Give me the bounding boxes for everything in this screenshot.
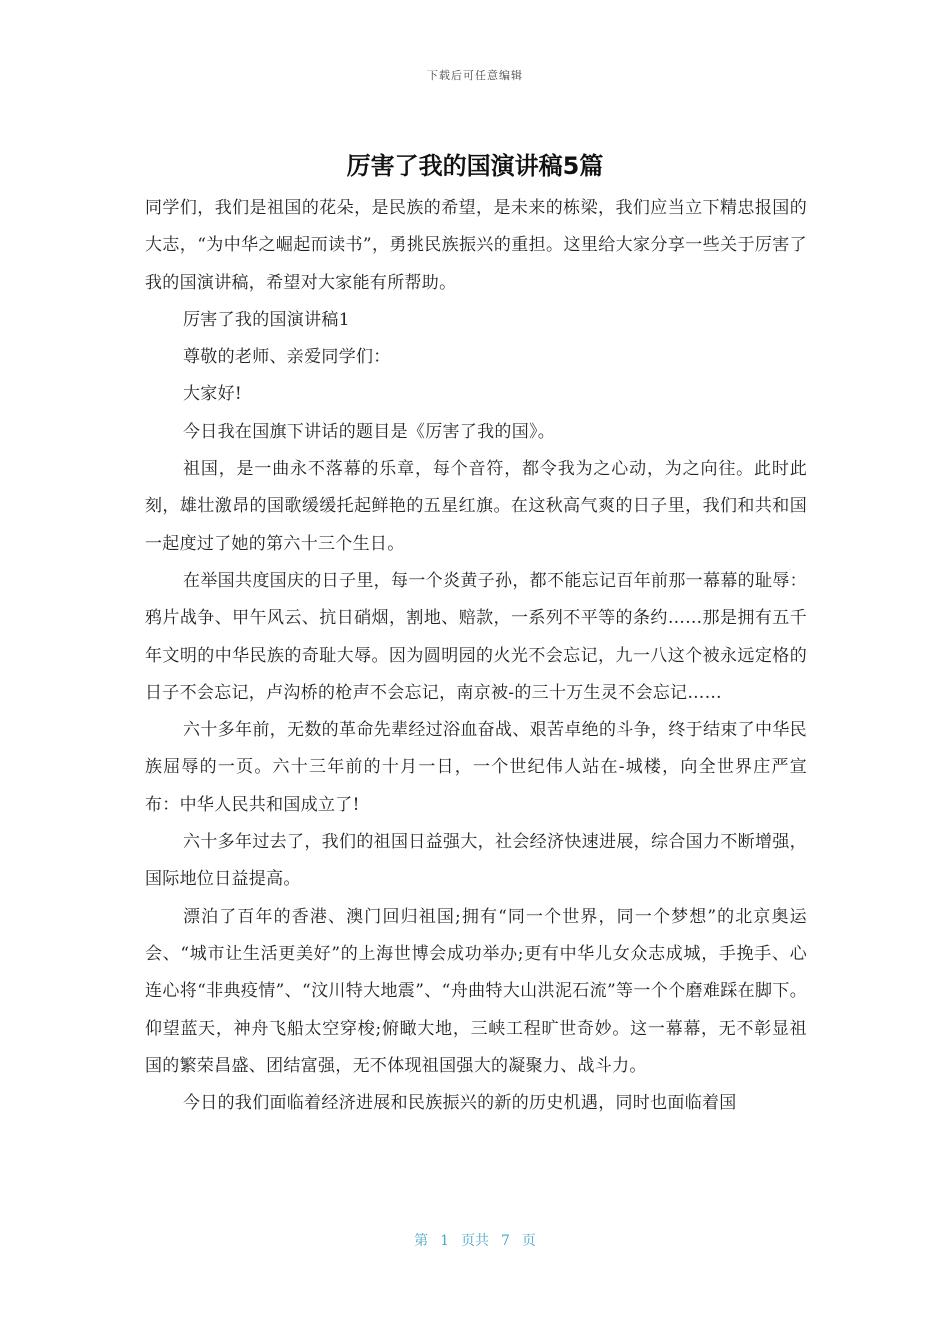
footer-suffix: 页 <box>521 1233 536 1249</box>
body-paragraph: 漂泊了百年的香港、澳门回归祖国;拥有“同一个世界，同一个梦想”的北京奥运会、“城市让生活更美好”的上海世博会成功举办;更有中华儿女众志成城，手挽手、心连心将“非典疫情”、“汶川特大地震”、“舟曲特大山洪泥石流”等一个个磨难踩在脚下。仰望蓝天，神舟飞船太空穿梭;俯瞰大地，三峡工程旷世奇妙。这一幕幕，无不彰显祖国的繁荣昌盛、团结富强，无不体现祖国强大的凝聚力、战斗力。 <box>145 906 807 1076</box>
section-heading: 厉害了我的国演讲稿1 <box>183 309 350 330</box>
body-paragraph: 六十多年前，无数的革命先辈经过浴血奋战、艰苦卓绝的斗争，终于结束了中华民族屈辱的一页。六十三年前的十月一日，一个世纪伟人站在-城楼，向全世界庄严宣布：中华人民共和国成立了! <box>145 720 807 815</box>
document-title: 厉害了我的国演讲稿5篇 <box>346 152 604 180</box>
header-note: 下载后可任意编辑 <box>427 69 523 82</box>
speech-topic: 今日我在国旗下讲话的题目是《厉害了我的国》。 <box>183 421 556 442</box>
footer-prefix: 第 <box>414 1233 429 1249</box>
body-paragraph: 在举国共度国庆的日子里，每一个炎黄子孙，都不能忘记百年前那一幕幕的耻辱：鸦片战争、甲午风云、抗日硝烟，割地、赔款，一系列不平等的条约……那是拥有五千年文明的中华民族的奇耻大辱。因为圆明园的火光不会忘记，九一八这个被永远定格的日子不会忘记，卢沟桥的枪声不会忘记，南京被-的三十万生灵不会忘记…… <box>145 570 807 703</box>
greeting: 大家好! <box>183 384 243 405</box>
body-paragraph: 祖国，是一曲永不落幕的乐章，每个音符，都令我为之心动，为之向往。此时此刻，雄壮激昂的国歌缓缓托起鲜艳的五星红旗。在这秋高气爽的日子里，我们和共和国一起度过了她的第六十三个生日。 <box>145 459 807 554</box>
document-body <box>145 190 807 1122</box>
salutation: 尊敬的老师、亲爱同学们： <box>183 347 391 368</box>
body-paragraph: 六十多年过去了，我们的祖国日益强大，社会经济快速进展，综合国力不断增强，国际地位日益提高。 <box>145 832 807 890</box>
page-footer <box>0 1230 950 1250</box>
footer-total-pages: 7 <box>501 1233 510 1249</box>
footer-middle: 页共 <box>461 1233 489 1249</box>
body-paragraph: 今日的我们面临着经济进展和民族振兴的新的历史机遇，同时也面临着国 <box>183 1093 737 1114</box>
footer-page-number: 1 <box>440 1233 449 1249</box>
intro-paragraph: 同学们，我们是祖国的花朵，是民族的希望，是未来的栋梁，我们应当立下精忠报国的大志，“为中华之崛起而读书”，勇挑民族振兴的重担。这里给大家分享一些关于厉害了我的国演讲稿，希望对大家能有所帮助。 <box>145 198 807 293</box>
